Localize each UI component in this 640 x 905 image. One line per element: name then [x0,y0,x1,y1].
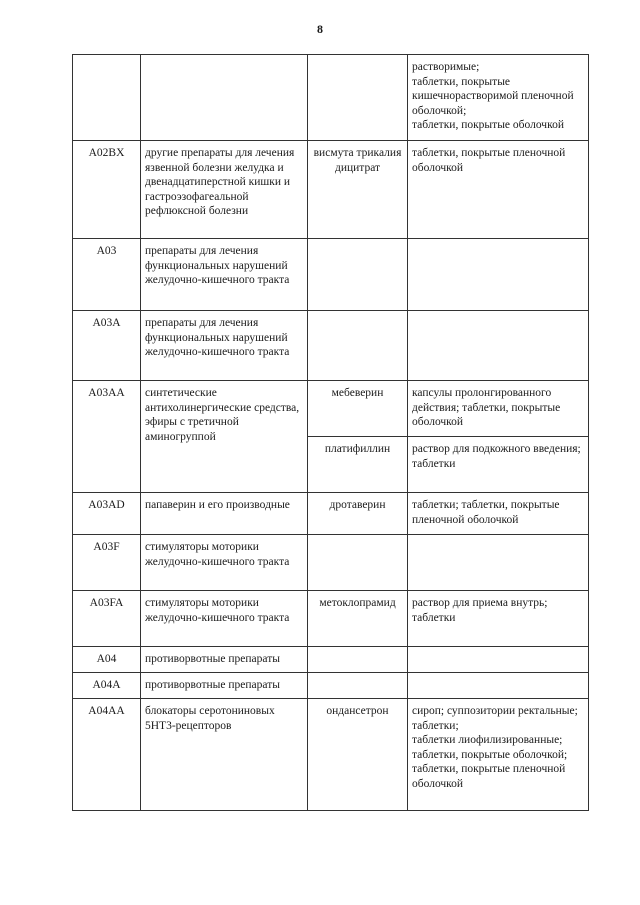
atc-code-cell: A04AA [73,699,141,811]
inn-cell [308,311,408,381]
inn-cell [308,239,408,311]
inn-cell [308,673,408,699]
dosage-forms-cell: сироп; суппозитории ректальные; таблетки; таблетки лиофилизированные; таблетки, покрытые оболочкой; таблетки, покрытые пленочной оболочкой [408,699,589,811]
drug-table [72,54,589,811]
inn-cell: дротаверин [308,493,408,535]
dosage-forms-cell [408,535,589,591]
group-name-cell: другие препараты для лечения язвенной болезни желудка и двенадцатиперстной кишки и гастроэзофагеальной рефлюксной болезни [141,141,308,239]
atc-code-cell [73,55,141,141]
atc-code-cell: A04A [73,673,141,699]
table-row [73,381,589,437]
inn-cell [308,55,408,141]
group-name-cell: синтетические антихолинергические средства, эфиры с третичной аминогруппой [141,381,308,493]
dosage-forms-cell [408,239,589,311]
table-row [73,647,589,673]
dosage-forms-cell [408,647,589,673]
table-row [73,699,589,811]
atc-code-cell: A03A [73,311,141,381]
dosage-forms-cell: таблетки; таблетки, покрытые пленочной оболочкой [408,493,589,535]
atc-code-cell: A03 [73,239,141,311]
table-row [73,239,589,311]
table-row [73,55,589,141]
group-name-cell: препараты для лечения функциональных нарушений желудочно-кишечного тракта [141,239,308,311]
table-row [73,311,589,381]
dosage-forms-cell: раствор для приема внутрь; таблетки [408,591,589,647]
inn-cell [308,535,408,591]
group-name-cell: стимуляторы моторики желудочно-кишечного тракта [141,591,308,647]
atc-code-cell: A04 [73,647,141,673]
table-row [73,535,589,591]
table-row [73,141,589,239]
inn-cell [308,647,408,673]
table-row [73,591,589,647]
group-name-cell [141,55,308,141]
dosage-forms-cell: таблетки, покрытые пленочной оболочкой [408,141,589,239]
inn-cell: ондансетрон [308,699,408,811]
dosage-forms-cell [408,673,589,699]
dosage-forms-cell: капсулы пролонгированного действия; таблетки, покрытые оболочкой [408,381,589,437]
group-name-cell: препараты для лечения функциональных нарушений желудочно-кишечного тракта [141,311,308,381]
group-name-cell: блокаторы серотониновых 5HT3-рецепторов [141,699,308,811]
group-name-cell: противорвотные препараты [141,673,308,699]
atc-code-cell: A02BX [73,141,141,239]
atc-code-cell: A03AD [73,493,141,535]
table-row [73,493,589,535]
dosage-forms-cell: раствор для подкожного введения; таблетки [408,437,589,493]
page-number: 8 [317,22,323,36]
atc-code-cell: A03FA [73,591,141,647]
inn-cell: метоклопрамид [308,591,408,647]
dosage-forms-cell [408,311,589,381]
inn-cell: платифиллин [308,437,408,493]
group-name-cell: противорвотные препараты [141,647,308,673]
atc-code-cell: A03AA [73,381,141,493]
group-name-cell: стимуляторы моторики желудочно-кишечного тракта [141,535,308,591]
atc-code-cell: A03F [73,535,141,591]
table-row [73,673,589,699]
dosage-forms-cell: растворимые; таблетки, покрытые кишечнорастворимой пленочной оболочкой; таблетки, покрытые оболочкой [408,55,589,141]
inn-cell: мебеверин [308,381,408,437]
inn-cell: висмута трикалия дицитрат [308,141,408,239]
group-name-cell: папаверин и его производные [141,493,308,535]
